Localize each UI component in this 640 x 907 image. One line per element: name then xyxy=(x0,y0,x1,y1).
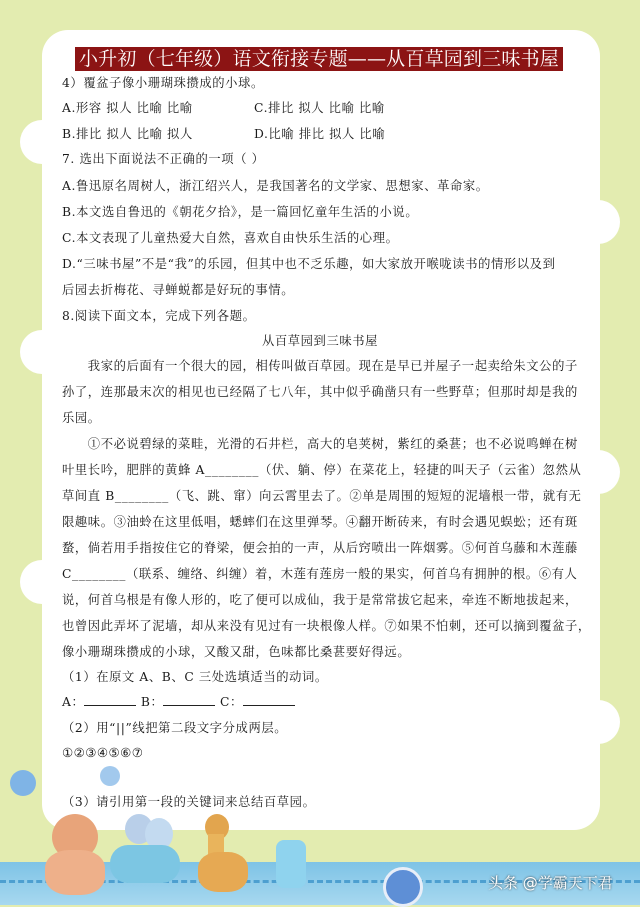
q7-option-d: D.“三味书屋”不是“我”的乐园，但其中也不乏乐趣，如大家放开喉咙读书的情形以及到 xyxy=(62,257,556,271)
option-a: A.形容 拟人 比喻 比喻 xyxy=(62,101,193,115)
teddy-bear-body-icon xyxy=(45,850,105,895)
q7-option-b: B.本文选自鲁迅的《朝花夕拾》，是一篇回忆童年生活的小说。 xyxy=(62,205,419,219)
blank-c[interactable] xyxy=(243,693,295,706)
giraffe-body-icon xyxy=(198,852,248,892)
paragraph-line: 草间直 B________（飞、跳、窜）向云霄里去了。②单是周围的短短的泥墙根一带，就有无 xyxy=(62,489,582,503)
paragraph-line: C________（联系、缠络、纠缠）着，木莲有莲房一般的果实，何首乌有拥肿的根。⑥有人 xyxy=(62,567,578,581)
option-b: B.排比 拟人 比喻 拟人 xyxy=(62,127,193,141)
sub-question-2: （2）用“||”线把第二段文字分成两层。 xyxy=(62,721,288,735)
button-icon xyxy=(383,867,423,907)
baby-bottle-icon xyxy=(276,840,306,888)
toy-car-icon xyxy=(110,845,180,883)
blank-b[interactable] xyxy=(163,693,215,706)
q4-options-row2 xyxy=(62,125,386,143)
paragraph-line: 我家的后面有一个很大的园，相传叫做百草园。现在是早已并屋子一起卖给朱文公的子 xyxy=(62,359,578,373)
flower-icon xyxy=(10,770,36,796)
paragraph-line: 也曾因此弄坏了泥墙，却从来没有见过有一块根像人样。⑦如果不怕刺，还可以摘到覆盆子， xyxy=(62,619,591,633)
scallop-decoration xyxy=(576,700,620,744)
flower-icon xyxy=(100,766,120,786)
blank-c-label: C： xyxy=(219,695,243,709)
answer-blanks xyxy=(62,693,295,711)
blank-b-label: B： xyxy=(140,695,164,709)
q7-option-c: C.本文表现了儿童热爱大自然，喜欢自由快乐生活的心理。 xyxy=(62,231,399,245)
q7-stem: 7. 选出下面说法不正确的一项（ ） xyxy=(62,152,265,166)
scallop-decoration xyxy=(576,200,620,244)
q8-stem: 8.阅读下面文本，完成下列各题。 xyxy=(62,309,256,323)
q4-options-row1 xyxy=(62,99,385,117)
scallop-decoration xyxy=(576,450,620,494)
paragraph-line: 乐园。 xyxy=(62,411,101,425)
scallop-decoration xyxy=(20,560,64,604)
blank-a-label: A： xyxy=(62,695,85,709)
sub-question-3: （3）请引用第一段的关键词来总结百草园。 xyxy=(62,795,316,809)
paragraph-line: 像小珊瑚珠攒成的小球，又酸又甜，色味都比桑葚要好得远。 xyxy=(62,645,411,659)
blank-a[interactable] xyxy=(84,693,136,706)
q7-option-a: A.鲁迅原名周树人，浙江绍兴人，是我国著名的文学家、思想家、革命家。 xyxy=(62,179,489,193)
paragraph-line: 限趣味。③油蛉在这里低唱，蟋蟀们在这里弹琴。④翻开断砖来，有时会遇见蜈蚣；还有斑 xyxy=(62,515,578,529)
paragraph-line: 蝥，倘若用手指按住它的脊梁，便会拍的一声，从后窍喷出一阵烟雾。⑤何首乌藤和木莲藤 xyxy=(62,541,578,555)
sentence-markers: ①②③④⑤⑥⑦ xyxy=(62,746,144,760)
q4-stem: 4）覆盆子像小珊瑚珠攒成的小球。 xyxy=(62,76,264,90)
page-title: 小升初（七年级）语文衔接专题——从百草园到三味书屋 xyxy=(75,47,563,71)
watermark: 头条 @学霸天下君 xyxy=(488,874,613,892)
option-d: D.比喻 排比 拟人 比喻 xyxy=(254,127,386,141)
paragraph-line: 孙了，连那最末次的相见也已经隔了七八年，其中似乎确凿只有一些野草；但那时却是我的 xyxy=(62,385,578,399)
scallop-decoration xyxy=(20,120,64,164)
passage-title: 从百草园到三味书屋 xyxy=(261,334,379,348)
option-c: C.排比 拟人 比喻 比喻 xyxy=(254,101,385,115)
paragraph-line: 叶里长吟，肥胖的黄蜂 A________（伏、躺、停）在菜花上，轻捷的叫天子（云雀）忽然从 xyxy=(62,463,582,477)
q7-option-d-cont: 后园去折梅花、寻蝉蜕都是好玩的事情。 xyxy=(62,283,295,297)
paragraph-line: 说，何首乌根是有像人形的，吃了便可以成仙，我于是常常拔它起来，牵连不断地拔起来， xyxy=(62,593,578,607)
sub-question-1: （1）在原文 A、B、C 三处选填适当的动词。 xyxy=(62,670,328,684)
paragraph-line: ①不必说碧绿的菜畦，光滑的石井栏，高大的皂荚树，紫红的桑葚；也不必说鸣蝉在树 xyxy=(62,437,578,451)
